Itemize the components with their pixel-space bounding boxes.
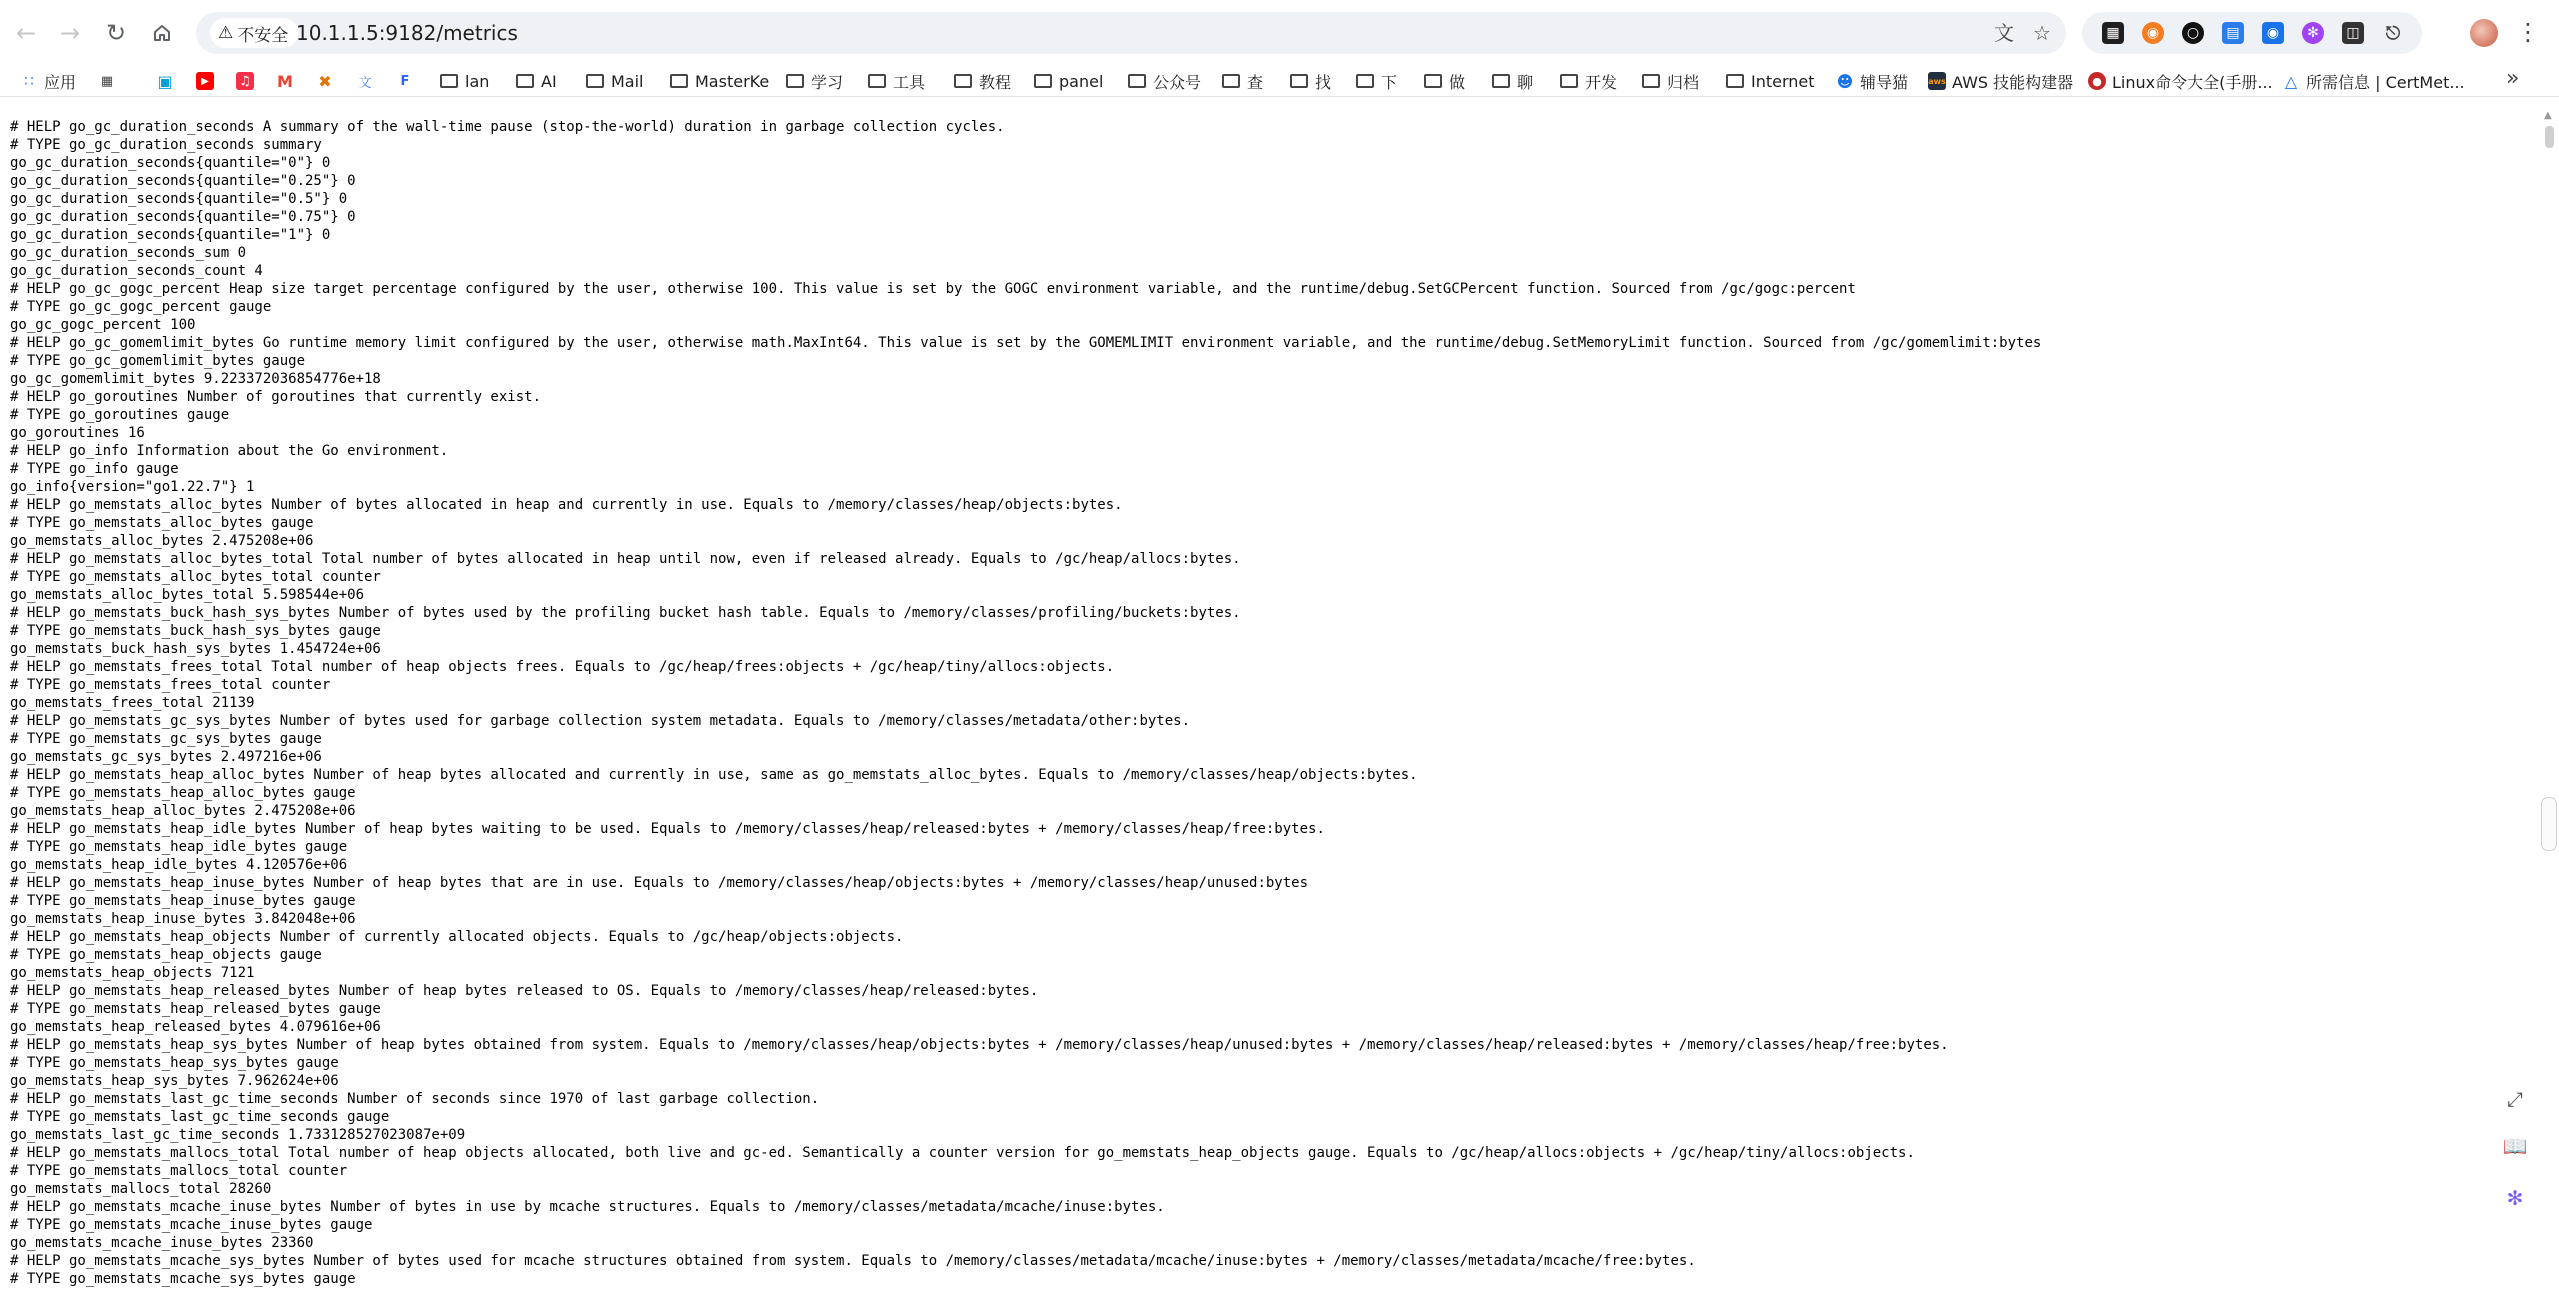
folder-icon <box>1128 74 1146 88</box>
browser-toolbar <box>0 0 2559 66</box>
metric-line: go_gc_duration_seconds_sum 0 <box>10 245 247 261</box>
folder-icon <box>954 74 972 88</box>
bookmark-label: 应用 <box>44 72 77 92</box>
metric-line: # HELP go_memstats_mcache_sys_bytes Number of bytes used for mcache structures obtained from system. Equals to /memory/classes/metadata/mcache/inuse:bytes + /memory/classes/metadata/mcache/free:bytes. <box>10 1253 1696 1269</box>
bookmark-label: panel <box>1059 71 1104 91</box>
metric-line: # HELP go_memstats_heap_idle_bytes Number of heap bytes waiting to be used. Equals to /memory/classes/heap/released:bytes + /memory/classes/heap/free:bytes. <box>10 821 1325 837</box>
bookmark-bilibili[interactable] <box>156 69 180 93</box>
metric-line: # HELP go_memstats_mcache_inuse_bytes Number of bytes in use by mcache structures. Equals to /memory/classes/metadata/mcache/inuse:bytes. <box>10 1199 1165 1215</box>
bookmark-music[interactable] <box>236 69 260 93</box>
security-label: 不安全 <box>237 25 289 46</box>
bookmark-label: 做 <box>1449 72 1466 92</box>
metric-line: go_memstats_mallocs_total 28260 <box>10 1181 272 1197</box>
folder-icon <box>586 74 604 88</box>
youtube-icon: ▶ <box>196 72 214 90</box>
metric-line: # TYPE go_memstats_gc_sys_bytes gauge <box>10 731 322 747</box>
metric-line: go_memstats_frees_total 21139 <box>10 695 255 711</box>
bookmark-folder-dev[interactable] <box>1560 69 1617 93</box>
folder-icon <box>670 74 688 88</box>
metric-line: # TYPE go_memstats_heap_released_bytes gauge <box>10 1001 381 1017</box>
bookmark-label: 查 <box>1247 72 1264 92</box>
metric-line: go_gc_duration_seconds{quantile="0.5"} 0 <box>10 191 348 207</box>
extension-4-icon[interactable]: ▤ <box>2222 22 2244 44</box>
bookmark-grid[interactable] <box>98 69 122 93</box>
extension-7-icon[interactable]: ◫ <box>2342 22 2364 44</box>
metric-line: go_memstats_alloc_bytes 2.475208e+06 <box>10 533 314 549</box>
home-button[interactable] <box>146 17 178 49</box>
bookmark-label: Internet <box>1751 71 1815 91</box>
metric-line: # TYPE go_info gauge <box>10 461 179 477</box>
screenshot-icon[interactable]: ⤢ <box>2507 1087 2523 1111</box>
bookmark-label: lan <box>465 71 490 91</box>
metric-line: # HELP go_memstats_heap_alloc_bytes Number of heap bytes allocated and currently in use, same as go_memstats_alloc_bytes. Equals to /memory/classes/heap/objects:bytes. <box>10 767 1418 783</box>
back-button[interactable] <box>10 17 42 49</box>
metric-line: go_memstats_last_gc_time_seconds 1.733128527023087e+09 <box>10 1127 466 1143</box>
bookmark-folder-zuo[interactable] <box>1424 69 1465 93</box>
metric-line: go_memstats_mcache_inuse_bytes 23360 <box>10 1235 314 1251</box>
certmet-icon: △ <box>2284 71 2298 91</box>
bookmark-label: 归档 <box>1667 72 1700 92</box>
bookmark-folder-masterke[interactable] <box>670 69 769 93</box>
metric-line: # HELP go_info Information about the Go environment. <box>10 443 449 459</box>
metric-line: # TYPE go_memstats_alloc_bytes gauge <box>10 515 314 531</box>
metric-line: # HELP go_memstats_mallocs_total Total number of heap objects allocated, both live and gc-ed. Semantically a counter version for go_memstats_heap_objects gauge. Equals to /gc/heap/allocs:objects + /gc/heap/tiny/allocs:objects. <box>10 1145 1915 1161</box>
folder-icon <box>1726 74 1744 88</box>
bookmark-folder-mail[interactable] <box>586 69 644 93</box>
side-panel-handle[interactable] <box>2541 797 2557 851</box>
bookmark-label: 开发 <box>1585 72 1618 92</box>
x-icon: ✖ <box>318 71 332 91</box>
folder-icon <box>1424 74 1442 88</box>
extension-3-icon[interactable]: ○ <box>2182 22 2204 44</box>
translate-icon: 文 <box>358 75 372 91</box>
bookmark-gmail[interactable] <box>276 69 300 93</box>
metric-line: go_gc_duration_seconds{quantile="0"} 0 <box>10 155 331 171</box>
bookmark-label: 辅导猫 <box>1860 72 1909 92</box>
metric-line: go_info{version="go1.22.7"} 1 <box>10 479 255 495</box>
metric-line: go_gc_duration_seconds_count 4 <box>10 263 263 279</box>
ai-assistant-icon[interactable]: ✻ <box>2506 1186 2524 1210</box>
bookmark-label: 所需信息 | CertMet... <box>2306 72 2465 92</box>
bookmark-aws[interactable] <box>1928 69 2073 93</box>
folder-icon <box>868 74 886 88</box>
chevron-right-icon[interactable]: » <box>2506 66 2520 91</box>
scroll-thumb[interactable] <box>2545 126 2554 148</box>
metric-line: # TYPE go_memstats_heap_objects gauge <box>10 947 322 963</box>
aws-icon: aws <box>1928 72 1946 90</box>
metric-line: # HELP go_memstats_heap_released_bytes Number of heap bytes released to OS. Equals to /memory/classes/heap/released:bytes. <box>10 983 1039 999</box>
metric-line: # TYPE go_gc_gogc_percent gauge <box>10 299 272 315</box>
extension-2-icon[interactable]: ◉ <box>2142 22 2164 44</box>
extension-6-icon[interactable]: ✻ <box>2302 22 2324 44</box>
bookmarks-bar <box>0 66 2559 97</box>
metric-line: # TYPE go_memstats_heap_idle_bytes gauge <box>10 839 348 855</box>
translate-icon[interactable]: 文 <box>1994 21 2014 45</box>
metric-line: # TYPE go_gc_duration_seconds summary <box>10 137 322 153</box>
metric-line: go_gc_duration_seconds{quantile="0.75"} 0 <box>10 209 356 225</box>
folder-icon <box>1356 74 1374 88</box>
metric-line: # HELP go_gc_duration_seconds A summary of the wall-time pause (stop-the-world) duration in garbage collection cycles. <box>10 119 1005 135</box>
bookmark-folder-lan[interactable] <box>440 69 489 93</box>
profile-avatar[interactable] <box>2470 19 2498 47</box>
bookmark-fudaomao[interactable] <box>1836 69 1908 93</box>
grid-icon: ▦ <box>100 73 114 89</box>
warning-icon: ⚠ <box>218 23 234 43</box>
extension-5-icon[interactable]: ◉ <box>2262 22 2284 44</box>
puzzle-icon[interactable]: ⎋ <box>2385 22 2401 44</box>
metric-line: go_gc_duration_seconds{quantile="0.25"} 0 <box>10 173 356 189</box>
metric-line: # HELP go_gc_gogc_percent Heap size target percentage configured by the user, otherwise 100. This value is set by the GOGC environment variable, and the runtime/debug.SetGCPercent function. Sourced from /gc/gogc:percent <box>10 281 1856 297</box>
metric-line: # HELP go_memstats_heap_objects Number of currently allocated objects. Equals to /gc/heap/objects:objects. <box>10 929 904 945</box>
more-menu-icon[interactable]: ⋮ <box>2516 18 2540 46</box>
bookmark-folder-cha[interactable] <box>1222 69 1263 93</box>
bookmark-label: 学习 <box>811 72 844 92</box>
forward-button[interactable] <box>54 17 86 49</box>
metric-line: go_gc_gomemlimit_bytes 9.223372036854776e+18 <box>10 371 381 387</box>
bookmark-label: 公众号 <box>1153 72 1202 92</box>
extension-1-icon[interactable]: ▦ <box>2102 22 2124 44</box>
folder-icon <box>1642 74 1660 88</box>
metric-line: go_goroutines 16 <box>10 425 145 441</box>
folder-icon <box>516 74 534 88</box>
bookmark-folder-tutorial[interactable] <box>954 69 1011 93</box>
metric-line: # TYPE go_memstats_mallocs_total counter <box>10 1163 348 1179</box>
bookmark-label: 聊 <box>1517 72 1534 92</box>
bookmark-linux[interactable] <box>2088 69 2273 93</box>
metric-line: go_memstats_gc_sys_bytes 2.497216e+06 <box>10 749 322 765</box>
arrow-left-icon: ← <box>15 19 37 47</box>
metric-line: # HELP go_memstats_alloc_bytes_total Total number of bytes allocated in heap until now, even if released already. Equals to /gc/heap/allocs:bytes. <box>10 551 1241 567</box>
metric-line: # HELP go_memstats_heap_inuse_bytes Number of heap bytes that are in use. Equals to /memory/classes/heap/objects:bytes + /memory/classes/heap/unused:bytes <box>10 875 1309 891</box>
metric-line: go_memstats_heap_objects 7121 <box>10 965 255 981</box>
metric-line: go_gc_gogc_percent 100 <box>10 317 196 333</box>
url-text[interactable]: 10.1.1.5:9182/metrics <box>296 21 518 45</box>
metric-line: go_memstats_heap_idle_bytes 4.120576e+06 <box>10 857 348 873</box>
metric-line: # HELP go_memstats_frees_total Total number of heap objects frees. Equals to /gc/heap/frees:objects + /gc/heap/tiny/allocs:objects. <box>10 659 1115 675</box>
address-bar[interactable] <box>196 12 2066 54</box>
metric-line: # HELP go_memstats_last_gc_time_seconds Number of seconds since 1970 of last garbage collection. <box>10 1091 820 1107</box>
arrow-right-icon: → <box>59 19 81 47</box>
folder-icon <box>1492 74 1510 88</box>
metrics-text <box>0 97 2538 1288</box>
bookmark-label: MasterKe <box>695 71 770 91</box>
home-icon <box>152 23 172 43</box>
bookmark-label: AI <box>541 71 557 91</box>
bookmark-folder-internet[interactable] <box>1726 69 1815 93</box>
extensions-tray <box>2082 12 2422 54</box>
bookmark-certmet[interactable] <box>2282 69 2465 93</box>
metric-line: go_memstats_alloc_bytes_total 5.598544e+06 <box>10 587 365 603</box>
folder-icon <box>1290 74 1308 88</box>
bookmark-label: AWS 技能构建器 <box>1952 72 2074 92</box>
metric-line: # HELP go_goroutines Number of goroutines that currently exist. <box>10 389 542 405</box>
bookmark-label: 找 <box>1315 72 1332 92</box>
security-indicator[interactable] <box>210 18 298 48</box>
bookmark-youtube[interactable] <box>196 69 220 93</box>
metric-line: # HELP go_memstats_gc_sys_bytes Number of bytes used for garbage collection system metadata. Equals to /memory/classes/metadata/other:bytes. <box>10 713 1191 729</box>
bookmark-folder-gongzhonghao[interactable] <box>1128 69 1201 93</box>
bookmark-folder-zhao[interactable] <box>1290 69 1331 93</box>
bilibili-icon: ▣ <box>157 71 173 91</box>
bookmark-label: Linux命令大全(手册... <box>2112 72 2273 92</box>
metric-line: # TYPE go_memstats_heap_alloc_bytes gauge <box>10 785 356 801</box>
bookmark-translate[interactable] <box>356 69 380 93</box>
bookmark-folder-study[interactable] <box>786 69 843 93</box>
metric-line: go_memstats_heap_inuse_bytes 3.842048e+06 <box>10 911 356 927</box>
metric-line: # TYPE go_memstats_heap_inuse_bytes gauge <box>10 893 356 909</box>
cat-icon: ☻ <box>1836 71 1854 91</box>
metric-line: # TYPE go_goroutines gauge <box>10 407 230 423</box>
bookmark-folder-liao[interactable] <box>1492 69 1533 93</box>
metric-line: # TYPE go_gc_gomemlimit_bytes gauge <box>10 353 306 369</box>
vertical-scrollbar[interactable] <box>2540 108 2559 1297</box>
bookmark-label: 教程 <box>979 72 1012 92</box>
star-icon[interactable]: ☆ <box>2033 21 2051 45</box>
metric-line: go_memstats_heap_sys_bytes 7.962624e+06 <box>10 1073 339 1089</box>
metric-line: go_memstats_heap_released_bytes 4.079616e+06 <box>10 1019 381 1035</box>
folder-icon <box>1222 74 1240 88</box>
feather-icon: F <box>400 73 410 89</box>
metric-line: go_memstats_buck_hash_sys_bytes 1.454724e+06 <box>10 641 381 657</box>
bookmark-label: 工具 <box>893 72 926 92</box>
linux-icon: ● <box>2088 72 2106 90</box>
metric-line: # HELP go_memstats_heap_sys_bytes Number of heap bytes obtained from system. Equals to /memory/classes/heap/objects:bytes + /memory/classes/heap/unused:bytes + /memory/classes/heap/released:bytes + /memory/classes/heap/free:bytes. <box>10 1037 1949 1053</box>
reload-icon: ↻ <box>105 19 127 47</box>
metric-line: # TYPE go_memstats_alloc_bytes_total counter <box>10 569 381 585</box>
bookmark-label: 下 <box>1381 72 1398 92</box>
folder-icon <box>440 74 458 88</box>
metric-line: # TYPE go_memstats_frees_total counter <box>10 677 331 693</box>
bookmark-folder-archive[interactable] <box>1642 69 1699 93</box>
reading-mode-icon[interactable]: 📖 <box>2502 1134 2528 1158</box>
bookmark-feather[interactable] <box>396 69 420 93</box>
metric-line: # TYPE go_memstats_heap_sys_bytes gauge <box>10 1055 339 1071</box>
bookmark-folder-xia[interactable] <box>1356 69 1397 93</box>
metric-line: # TYPE go_memstats_last_gc_time_seconds gauge <box>10 1109 390 1125</box>
music-icon: ♫ <box>236 72 254 90</box>
page-content <box>0 97 2538 1297</box>
metric-line: go_memstats_heap_alloc_bytes 2.475208e+06 <box>10 803 356 819</box>
bookmark-folder-panel[interactable] <box>1034 69 1103 93</box>
metric-line: # TYPE go_memstats_buck_hash_sys_bytes gauge <box>10 623 381 639</box>
scroll-up-icon[interactable]: ▲ <box>2544 110 2552 121</box>
folder-icon <box>786 74 804 88</box>
metric-line: go_gc_duration_seconds{quantile="1"} 0 <box>10 227 331 243</box>
folder-icon <box>1560 74 1578 88</box>
metric-line: # HELP go_gc_gomemlimit_bytes Go runtime memory limit configured by the user, otherwise math.MaxInt64. This value is set by the GOMEMLIMIT environment variable, and the runtime/debug.SetMemoryLimit function. Sourced from /gc/gomemlimit:bytes <box>10 335 2042 351</box>
bookmark-x[interactable] <box>316 69 340 93</box>
bookmark-apps[interactable] <box>20 69 76 93</box>
gmail-icon: M <box>277 71 293 91</box>
metric-line: # HELP go_memstats_alloc_bytes Number of bytes allocated in heap and currently in use. Equals to /memory/classes/heap/objects:bytes. <box>10 497 1123 513</box>
bookmark-folder-ai[interactable] <box>516 69 557 93</box>
bookmark-label: Mail <box>611 71 644 91</box>
metric-line: # TYPE go_memstats_mcache_inuse_bytes gauge <box>10 1217 373 1233</box>
bookmark-folder-tools[interactable] <box>868 69 925 93</box>
metric-line: # HELP go_memstats_buck_hash_sys_bytes Number of bytes used by the profiling bucket hash table. Equals to /memory/classes/profiling/buckets:bytes. <box>10 605 1241 621</box>
folder-icon <box>1034 74 1052 88</box>
reload-button[interactable] <box>100 17 132 49</box>
apps-grid-icon: ∷ <box>24 72 34 90</box>
metric-line: # TYPE go_memstats_mcache_sys_bytes gauge <box>10 1271 356 1287</box>
